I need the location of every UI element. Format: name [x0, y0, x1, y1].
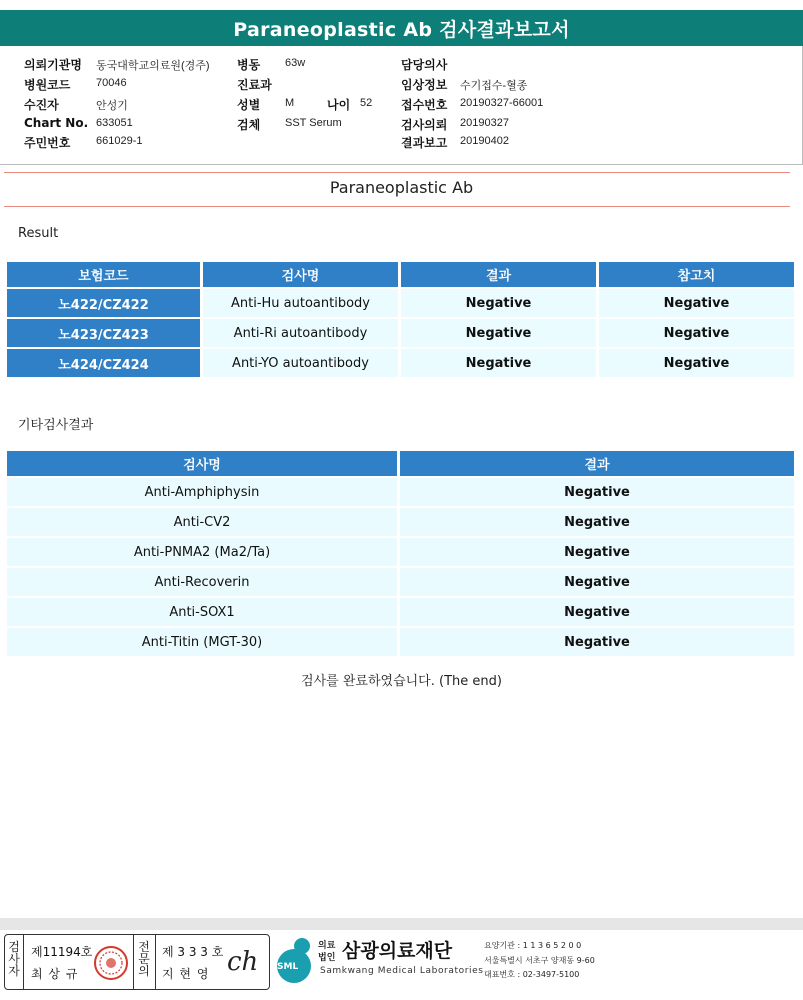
report-title: Paraneoplastic Ab 검사결과보고서 — [0, 10, 803, 46]
phone: 대표번호 : 02-3497-5100 — [484, 970, 580, 979]
result-cell: Negative — [400, 568, 794, 596]
ward-label: 병동 — [237, 58, 261, 72]
other-results-table — [4, 449, 797, 658]
foundation-english-name: Samkwang Medical Laboratories — [320, 966, 484, 976]
doctor-label: 담당의사 — [401, 58, 448, 72]
test-name-cell: Anti-CV2 — [7, 508, 397, 536]
org-code: 요양기관 : 1 1 3 6 5 2 0 0 — [484, 941, 582, 950]
request-value: 20190327 — [460, 117, 509, 129]
result-cell: Negative — [400, 628, 794, 656]
result-cell: Negative — [401, 289, 596, 317]
institution-value: 동국대학교의료원(경주) — [96, 60, 210, 72]
sex-label: 성별 — [237, 98, 261, 112]
legal-prefix-2: 법인 — [318, 953, 336, 963]
table-row — [7, 568, 794, 596]
patient-value: 안성기 — [96, 100, 128, 112]
insurance-code-cell: 노423/CZ423 — [7, 319, 200, 347]
result-caption: Result — [18, 226, 59, 241]
result-cell: Negative — [400, 508, 794, 536]
table-row — [7, 538, 794, 566]
sex-value: M — [285, 97, 295, 109]
chart-no-value: 633051 — [96, 117, 133, 129]
sign-divider — [23, 935, 24, 989]
section-title: Paraneoplastic Ab — [329, 178, 474, 197]
test-name-cell: Anti-SOX1 — [7, 598, 397, 626]
reference-cell: Negative — [599, 289, 794, 317]
test-name-cell: Anti-Ri autoantibody — [203, 319, 398, 347]
age-value: 52 — [360, 97, 373, 109]
other-results-caption: 기타검사결과 — [18, 418, 94, 433]
specimen-label: 검체 — [237, 118, 261, 132]
id-no-label: 주민번호 — [24, 136, 71, 150]
header-result: 결과 — [401, 262, 596, 287]
legal-prefix-1: 의료 — [318, 941, 336, 951]
age-label: 나이 — [327, 98, 351, 112]
result-table — [4, 260, 797, 379]
table-row — [7, 289, 794, 317]
clinical-value: 수기접수-혈종 — [460, 80, 528, 92]
table-row — [7, 349, 794, 377]
foundation-name: 삼광의료재단 — [342, 940, 453, 962]
receipt-label: 접수번호 — [401, 98, 448, 112]
signature-box — [4, 934, 270, 990]
examiner-label: 검 사 자 — [8, 940, 20, 978]
divider-bottom — [4, 206, 790, 207]
result-cell: Negative — [401, 319, 596, 347]
sml-logo-icon — [272, 936, 316, 984]
sign-divider — [155, 935, 156, 989]
id-no-value: 661029-1 — [96, 135, 143, 147]
result-cell: Negative — [400, 598, 794, 626]
header-test-name: 검사명 — [203, 262, 398, 287]
chart-no-label: Chart No. — [24, 116, 89, 130]
patient-label: 수진자 — [24, 98, 59, 112]
request-label: 검사의뢰 — [401, 118, 448, 132]
reviewer-label: 전 문 의 — [138, 940, 150, 978]
table-row — [7, 478, 794, 506]
reviewer-license: 제 3 3 3 호 — [162, 945, 224, 959]
header-result: 결과 — [400, 451, 794, 476]
header-reference: 참고치 — [599, 262, 794, 287]
specimen-value: SST Serum — [285, 117, 342, 129]
test-name-cell: Anti-PNMA2 (Ma2/Ta) — [7, 538, 397, 566]
examiner-license: 제11194호 — [31, 945, 93, 959]
header-test-name: 검사명 — [7, 451, 397, 476]
reference-cell: Negative — [599, 349, 794, 377]
institution-label: 의뢰기관명 — [24, 58, 82, 72]
hospital-code-label: 병원코드 — [24, 78, 71, 92]
insurance-code-cell: 노422/CZ422 — [7, 289, 200, 317]
test-name-cell: Anti-Hu autoantibody — [203, 289, 398, 317]
address: 서울특별시 서초구 양재동 9-60 — [484, 956, 595, 965]
footer-separator — [0, 918, 803, 930]
table-row — [7, 508, 794, 536]
test-name-cell: Anti-Titin (MGT-30) — [7, 628, 397, 656]
reviewer-name: 지 현 영 — [162, 967, 210, 981]
examiner-name: 최 상 규 — [31, 967, 79, 981]
dept-label: 진료과 — [237, 78, 272, 92]
test-name-cell: Anti-Recoverin — [7, 568, 397, 596]
report-date-value: 20190402 — [460, 135, 509, 147]
test-name-cell: Anti-Amphiphysin — [7, 478, 397, 506]
reviewer-signature: ch — [227, 947, 259, 977]
sign-divider — [133, 935, 134, 989]
table-row — [7, 598, 794, 626]
hospital-code-value: 70046 — [96, 77, 127, 89]
table-row — [7, 628, 794, 656]
header-insurance-code: 보험코드 — [7, 262, 200, 287]
examiner-seal-icon — [93, 945, 129, 981]
sml-logo-text: SML — [277, 962, 299, 972]
ward-value: 63w — [285, 57, 306, 69]
clinical-label: 임상정보 — [401, 78, 448, 92]
divider-top — [4, 172, 790, 173]
table-row — [7, 319, 794, 347]
result-cell: Negative — [400, 478, 794, 506]
insurance-code-cell: 노424/CZ424 — [7, 349, 200, 377]
result-cell: Negative — [401, 349, 596, 377]
receipt-value: 20190327-66001 — [460, 97, 544, 109]
end-note: 검사를 완료하였습니다. (The end) — [301, 674, 502, 689]
reference-cell: Negative — [599, 319, 794, 347]
result-cell: Negative — [400, 538, 794, 566]
report-date-label: 결과보고 — [401, 136, 448, 150]
patient-info-panel — [0, 46, 803, 165]
test-name-cell: Anti-YO autoantibody — [203, 349, 398, 377]
